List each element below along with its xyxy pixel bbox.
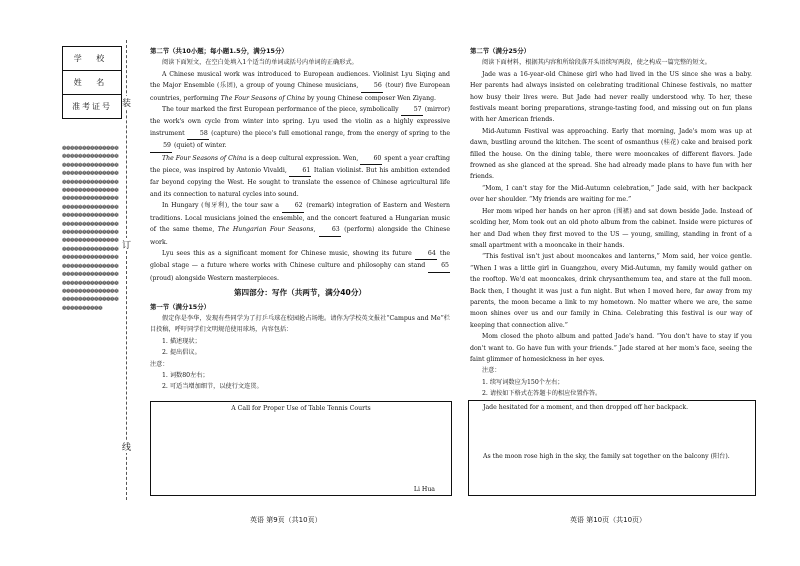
para-2-opening: As the moon rose high in the sky, the family sat together on the balcony (阳台). — [483, 453, 730, 460]
margin-char-ding: 订 — [122, 238, 131, 251]
section-one-title: 第一节（满分15分） — [150, 302, 211, 311]
page-9-footer: 英语 第9页（共10页） — [250, 516, 322, 524]
part-four-title: 第四部分：写作（共两节，满分40分） — [233, 288, 367, 298]
continuation-instructions: 阅读下面材料，根据其内容和所给段落开头语续写两段，使之构成一篇完整的短文。 — [482, 59, 711, 67]
page-10-content — [470, 46, 752, 400]
school-cell: 学 校 — [63, 47, 121, 71]
section-two-title: 第二节（满分25分） — [470, 47, 531, 55]
blank-64[interactable]: 64 — [415, 248, 437, 260]
note-2: 2. 请按如下格式在答题卡的相应位置作答。 — [482, 390, 602, 398]
writing-box-1[interactable] — [150, 401, 452, 496]
paragraph-4: In Hungary (匈牙利), the tour saw a 62 (remark) integration of Eastern and Western traditions. Local musicians joined the ensemble, and the concert featured a Hungarian music of the same theme, The Hungarian Four Seasons, 63 (perform) alongside the Chinese work. — [150, 202, 451, 246]
story-paragraph-2: Mid-Autumn Festival was approaching. Early that morning, Jade's mom was up at dawn, bustling around the kitchen. The scent of osmanthus (桂花) cake and braised pork filled the house. On the dining table, there were mooncakes of different flavors. Jade frowned as she glanced at the spread. She had already made plans to have fun with her friends. — [470, 127, 752, 181]
essay-signature: Li Hua — [413, 486, 435, 493]
margin-char-xian: 线 — [122, 440, 131, 453]
blank-62[interactable]: 62 — [282, 200, 304, 212]
writing-prompt: 假定你是李华，发现有些同学为了打乒乓球在校园抢占场地。请你为学校英文报社“Campus and Me”栏目投稿，呼吁同学们文明规范使用球场，内容包括： — [150, 314, 450, 334]
note-1: 1. 词数80左右； — [162, 371, 209, 379]
page-9-content — [150, 46, 450, 393]
prompt-point-2: 2. 提出倡议。 — [162, 349, 201, 357]
blank-61[interactable]: 61 — [289, 165, 311, 177]
story-paragraph-4: Her mom wiped her hands on her apron (围裙) and sat down beside Jade. Instead of scolding her, Mom took out an old photo album from the cabinet. Inside were pictures of her and Dad when they first moved to the US — young, smiling, standing in front of a small apartment with a mooncake in their hands. — [470, 207, 752, 249]
story-paragraph-5: “This festival isn't just about mooncakes and lanterns,” Mom said, her voice gentle. “When I was a little girl in Guangzhou, every Mid-Autumn, my family would gather on the rooftop. We'd eat mooncakes, drink chrysanthemum tea, and stare at the full moon. Back then, I thought it was just a fun night. But when I moved here, far away from my parents, the moon became a link to my hometown. No matter where we are, the same moon shines over us and our family in China. Celebrating this festival is our way of keeping that connection alive.” — [470, 253, 752, 329]
blank-65[interactable]: 65 — [428, 260, 450, 272]
note-label: 注意： — [150, 360, 169, 368]
paragraph-1: A Chinese musical work was introduced to European audiences. Violinist Lyu Siqing and the Major Ensemble (乐团), a group of young Chinese musicians, 56 (tour) five European countries, performing The Four Seasons of China by young Chinese composer Wen Ziyang. — [150, 70, 450, 102]
blank-56[interactable]: 56 — [361, 80, 383, 92]
paragraph-3: The Four Seasons of China is a deep cultural expression. Wen, 60 spent a year crafting the piece, was inspired by Antonio Vivaldi, 61 Italian violinist. But his ambition extended far beyond copying the West. He sought to translate the essence of Chinese agricultural life and its connection to natural cycles into sound. — [150, 154, 451, 198]
essay-title: A Call for Proper Use of Table Tennis Courts — [231, 405, 371, 412]
note-label: 注意： — [482, 367, 501, 375]
para-1-opening: Jade hesitated for a moment, and then dropped off her backpack. — [483, 404, 689, 411]
prompt-point-1: 1. 描述现状； — [162, 337, 201, 345]
student-info-box — [62, 46, 122, 119]
margin-char-zhuang: 装 — [122, 96, 131, 109]
page-10-footer: 英语 第10页（共10页） — [570, 516, 647, 524]
blank-60[interactable]: 60 — [360, 153, 382, 165]
story-paragraph-1: Jade was a 16-year-old Chinese girl who had lived in the US since she was a baby. Her parents had always insisted on celebrating traditional Chinese festivals, no matter how busy their lives were. But Jade had never really understood why. To her, these festivals meant boring preparations, strange-tasting food, and missing out on fun plans with her American friends. — [470, 70, 752, 124]
paragraph-5: Lyu sees this as a significant moment for Chinese music, showing its future 64 the global stage — a future where works with Chinese culture and philosophy can stand 65 (proud) alongside Western masterpieces. — [150, 249, 450, 282]
note-2: 2. 可适当增加细节，以使行文连贯。 — [162, 383, 263, 391]
binding-pattern: ❁❁❁❁❁❁❁❁❁❁❁❁❁❁❁❁❁❁❁❁❁❁❁❁❁❁❁❁❁❁❁❁❁❁❁❁❁❁❁❁❁❁❁❁❁❁❁❁❁❁❁❁❁❁❁❁❁❁❁❁❁❁❁❁❁❁❁❁❁❁❁❁❁❁❁❁❁❁❁❁❁❁❁❁❁❁❁❁❁❁❁❁❁❁❁❁❁❁❁❁❁❁❁❁❁❁❁❁❁❁❁❁❁❁❁❁❁❁❁❁❁❁❁❁❁❁❁❁❁❁❁❁❁❁❁❁❁❁❁❁❁❁❁❁❁❁❁❁❁❁❁❁❁❁❁❁❁❁❁❁❁❁❁❁❁❁❁❁❁❁❁❁❁❁❁❁❁❁❁❁❁❁❁❁❁❁❁❁❁❁❁❁❁❁❁❁❁❁❁❁❁❁❁❁❁❁❁❁❁❁❁❁❁❁❁❁❁❁❁❁❁❁❁❁❁❁❁❁❁❁❁❁❁❁❁❁❁❁❁❁❁❁❁❁❁❁❁❁❁❁❁❁❁❁❁❁❁❁❁❁❁❁❁❁❁❁❁❁❁❁❁❁❁❁❁❁ — [62, 144, 119, 312]
name-cell: 姓 名 — [63, 71, 121, 95]
exam-number-cell: 准考证号 — [72, 102, 112, 111]
section-title: 第二节（共10小题；每小题1.5分，满分15分） — [150, 47, 288, 55]
blank-59[interactable]: 59 — [150, 140, 172, 152]
instructions: 阅读下面短文，在空白处填入1个适当的单词或括号内单词的正确形式。 — [162, 59, 358, 67]
blank-58[interactable]: 58 — [187, 128, 209, 140]
paragraph-2: The tour marked the first European performance of the piece, symbolically 57 (mirror) the work's own cycle from winter into spring. Lyu used the violin as a highly expressive instrument 58 (capture) the piece's full emotional range, from the energy of spring to the 59 (quiet) of winter. — [150, 104, 450, 153]
story-paragraph-3: “Mom, I can't stay for the Mid-Autumn celebration,” Jade said, with her backpack over her shoulder. “My friends are waiting for me.” — [470, 184, 752, 204]
blank-57[interactable]: 57 — [401, 104, 423, 116]
blank-63[interactable]: 63 — [319, 224, 341, 236]
note-1: 1. 续写词数应为150个左右； — [482, 378, 564, 386]
binding-line — [126, 40, 127, 500]
story-paragraph-6: Mom closed the photo album and patted Jade's hand. “You don't have to stay if you don't want to. Go have fun with your friends.” Jade stared at her mom's face, seeing the faint glimmer of homesickness in her eyes. — [470, 333, 752, 363]
writing-box-2[interactable] — [468, 400, 756, 496]
